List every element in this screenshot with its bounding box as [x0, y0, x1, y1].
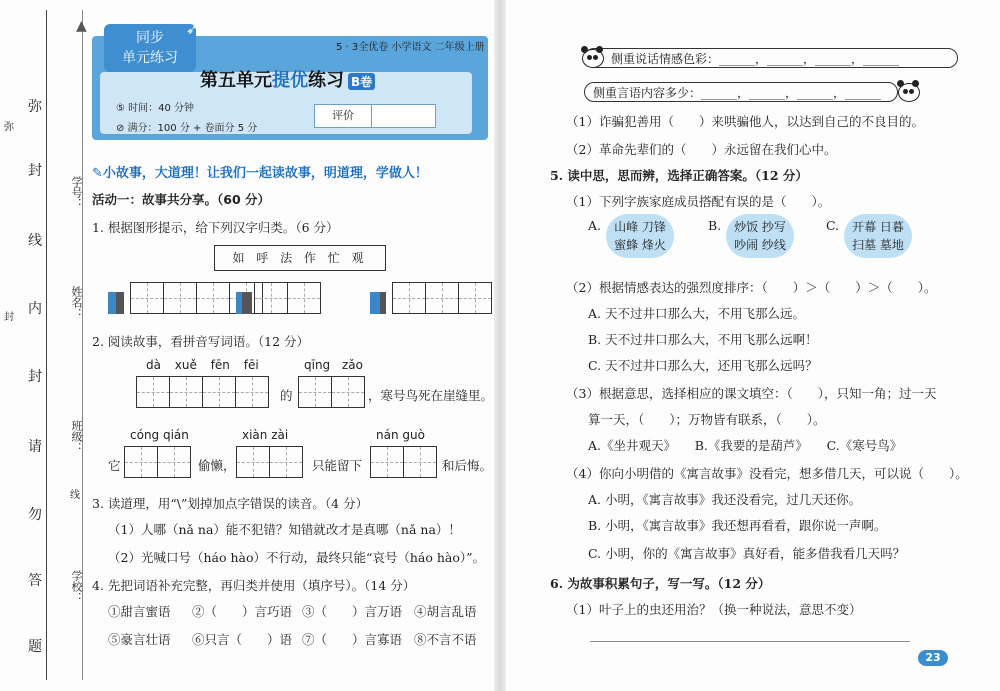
q5-4-a: A. 小明，《寓言故事》我还没看完，过几天还你。: [588, 492, 862, 507]
title-post: 练习: [308, 70, 344, 91]
q4-word: ②（ ）言巧语: [192, 604, 293, 619]
q5-2-c: C. 天不过井口那么大，还用飞那么远吗？: [588, 358, 818, 373]
panda-icon: [580, 46, 604, 68]
question-2: 2. 阅读故事，看拼音写词语。（12 分）: [92, 334, 310, 349]
q5-3-options: A.《坐井观天》 B.《我要的是葫芦》 C.《寒号鸟》: [588, 438, 903, 453]
q5-4: （4）你向小明借的《寓言故事》没看完，想多借几天，可以说（ ）。: [566, 466, 968, 481]
q2-grid-2[interactable]: [298, 376, 365, 408]
q2-de: 的: [280, 388, 293, 403]
q5-2: （2）根据情感表达的强烈度排序：（ ）＞（ ）＞（ ）。: [566, 280, 937, 295]
question-3: 3. 读道理，用“\”划掉加点字错误的读音。（4 分）: [92, 496, 369, 511]
cloud-b: [726, 214, 794, 258]
sync-badge: [104, 24, 196, 72]
q6-1: （1）叶子上的虫还用治？（换一种说法，意思不变）: [566, 602, 862, 617]
q5-2-a: A. 天不过井口那么大，不用飞那么远。: [588, 306, 805, 321]
book-info: 5 · 3全优卷 小学语文 二年级上册: [336, 42, 485, 53]
grade-label: 评价: [315, 105, 372, 127]
q4-word: ⑥只言（ ）语: [192, 632, 293, 647]
pinyin-5: nán guò: [376, 428, 425, 442]
q5-4-b: B. 小明，《寓言故事》我还想再看看，跟你说一声啊。: [588, 518, 887, 533]
seal-char: 题: [28, 639, 42, 655]
q5-1: （1）下列字族家庭成员搭配有误的是（ ）。: [566, 194, 831, 209]
pinyin-1: dà xuě fēn fēi: [146, 358, 259, 372]
seal-char: 封: [28, 369, 42, 385]
cloud-c: [844, 214, 912, 258]
q2-hou: 和后悔。: [442, 458, 493, 473]
cloud-a-line: 山峰 刀锋: [614, 220, 666, 234]
q5-2-b: B. 天不过井口那么大，不用飞那么远啊！: [588, 332, 818, 347]
seal-char: 内: [28, 301, 42, 317]
cloud-c-line: 扫墓 墓地: [852, 238, 904, 252]
small-mark: 弥: [4, 122, 14, 133]
q3-item-2: （2）光喊口号（háo hào）不行动，最终只能“哀号（háo hào）”。: [108, 550, 486, 565]
cloud-b-line: 吵闹 纱线: [734, 238, 786, 252]
cloud-a-line: 蜜蜂 烽火: [614, 238, 666, 252]
q5-4-c: C. 小明，你的《寓言故事》真好看，能多借我看几天吗？: [588, 546, 906, 561]
category-2: 侧重言语内容多少：______，______，______，______: [593, 86, 882, 100]
q2-grid-1[interactable]: [136, 376, 269, 408]
cloud-b-line: 炒饭 抄写: [734, 220, 786, 234]
grade-box[interactable]: [314, 104, 436, 128]
title-highlight: 提优: [272, 70, 308, 91]
student-id-field[interactable]: 学号：: [70, 176, 83, 209]
cloud-c-line: 开幕 日暮: [852, 220, 904, 234]
school-field[interactable]: 学校：: [70, 570, 83, 603]
seal-char: 请: [28, 439, 42, 455]
question-5: 5. 读中思，思而辨，选择正确答案。（12 分）: [550, 168, 808, 183]
q4-word: ④胡言乱语: [414, 604, 477, 619]
cloud-a: [606, 214, 674, 258]
seal-char: 封: [28, 163, 42, 179]
binding-line: [46, 10, 47, 680]
seal-char: 线: [28, 233, 42, 249]
seal-char: 弥: [28, 99, 42, 115]
sentence-1: （1）诈骗犯善用（ ）来哄骗他人，以达到自己的不良目的。: [566, 114, 924, 129]
badge-line1: 同步: [136, 30, 164, 46]
q2-lan: 偷懒，: [198, 458, 236, 473]
question-4: 4. 先把词语补充完整，再归类并使用（填序号）。（14 分）: [92, 578, 416, 593]
left-right-structure-icon: [236, 292, 252, 314]
left-right-structure-icon: [370, 292, 386, 314]
answer-line[interactable]: [590, 641, 910, 642]
q5-3-line2: 算一天，（ ）；万物皆有联系，（ ）。: [588, 412, 826, 427]
panda-icon: [896, 80, 920, 102]
category-1-box[interactable]: [584, 48, 958, 68]
pinyin-2: qīng zǎo: [304, 358, 363, 372]
q1-grid-3[interactable]: [392, 282, 492, 314]
word-list-box: 如 呼 法 作 忙 观: [214, 245, 386, 271]
option-a: A.: [588, 218, 602, 233]
q2-grid-5[interactable]: [370, 446, 437, 478]
seal-char: 勿: [28, 507, 42, 523]
name-field[interactable]: 姓名：: [70, 286, 83, 319]
q2-tail: ，寒号鸟死在崖缝里。: [368, 388, 494, 403]
q4-word: ③（ ）言万语: [302, 604, 403, 619]
activity-title: 活动一：故事共分享。（60 分）: [92, 192, 270, 207]
q1-grid-2[interactable]: [254, 282, 321, 314]
b-version-tag: B卷: [348, 73, 375, 90]
time-line: ⑤ 时间：40 分钟: [116, 103, 195, 114]
rocket-icon: ▲: [76, 18, 87, 34]
q2-zhi: 只能留下: [312, 458, 363, 473]
title-pre: 第五单元: [200, 70, 272, 91]
q3-item-1: （1）人哪（nǎ na）能不犯错？知错就改才是真哪（nǎ na）！: [108, 522, 461, 537]
option-b: B.: [708, 218, 722, 233]
category-1: 侧重说话情感色彩：______，______，______，______: [611, 52, 900, 66]
small-mark: 线: [70, 490, 80, 501]
small-mark: 封: [4, 312, 14, 323]
question-1: 1. 根据图形提示，给下列汉字归类。（6 分）: [92, 220, 339, 235]
unit-title: [200, 66, 375, 92]
q2-grid-3[interactable]: [124, 446, 191, 478]
slogan: ✎小故事，大道理！让我们一起读故事，明道理，学做人！: [92, 166, 428, 181]
seal-char: 答: [28, 573, 42, 589]
q2-ta: 它: [108, 458, 121, 473]
category-2-box[interactable]: [584, 82, 898, 102]
q4-word: ⑦（ ）言寡语: [302, 632, 403, 647]
left-right-structure-icon: [108, 292, 124, 314]
badge-line2: 单元练习: [122, 50, 178, 66]
q2-grid-4[interactable]: [236, 446, 303, 478]
q4-word: ①甜言蜜语: [108, 604, 171, 619]
class-field[interactable]: 班级：: [70, 420, 83, 453]
q4-word: ⑧不言不语: [414, 632, 477, 647]
rocket-badge-icon: ➶: [186, 22, 198, 38]
page-number: 23: [918, 650, 948, 666]
sentence-2: （2）革命先辈们的（ ）永远留在我们心中。: [566, 142, 837, 157]
score-line: ⊘ 满分：100 分 + 卷面分 5 分: [116, 123, 258, 134]
question-6: 6. 为故事积累句子，写一写。（12 分）: [550, 576, 771, 591]
book-spine: [494, 0, 506, 691]
pinyin-3: cóng qián: [130, 428, 189, 442]
pinyin-4: xiàn zài: [242, 428, 289, 442]
q5-3-line1: （3）根据意思，选择相应的课文填空：（ ），只知一角；过一天: [566, 386, 937, 401]
q4-word: ⑤豪言壮语: [108, 632, 171, 647]
option-c: C.: [826, 218, 840, 233]
